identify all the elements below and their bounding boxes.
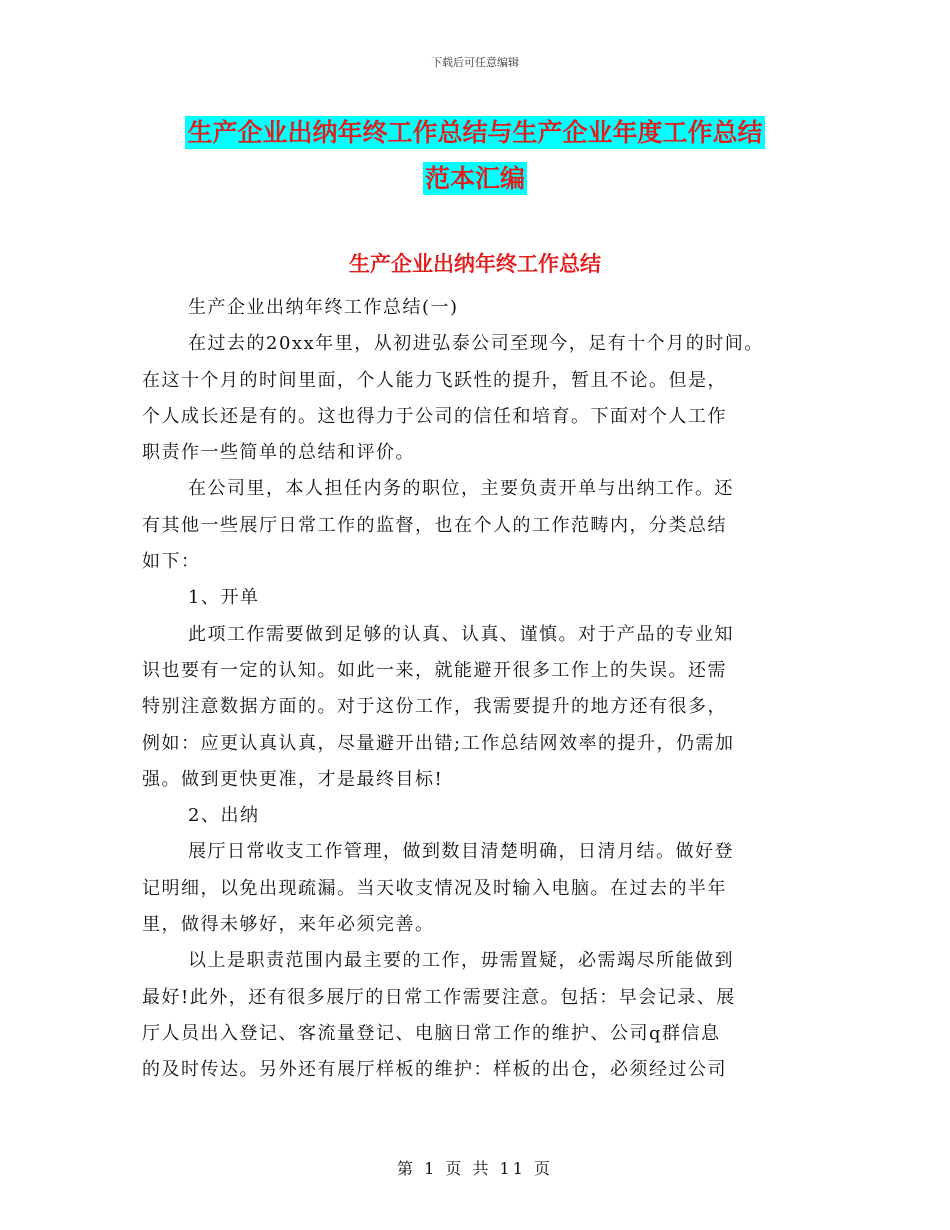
paragraph-line: 的及时传达。另外还有展厅样板的维护：样板的出仓，必须经过公司 <box>142 1059 727 1081</box>
section-heading: 生产企业出纳年终工作总结 <box>349 252 601 276</box>
title-line-2: 范本汇编 <box>424 164 525 193</box>
paragraph-line: 特别注意数据方面的。对于这份工作，我需要提升的地方还有很多， <box>142 696 727 718</box>
paragraph-line: 在这十个月的时间里面，个人能力飞跃性的提升，暂且不论。但是， <box>142 369 727 391</box>
paragraph-line: 识也要有一定的认知。如此一来，就能避开很多工作上的失误。还需 <box>142 659 727 681</box>
paragraph-line: 此项工作需要做到足够的认真、认真、谨慎。对于产品的专业知 <box>188 623 734 645</box>
paragraph-line: 里，做得未够好，来年必须完善。 <box>142 914 435 936</box>
paragraph-line: 职责作一些简单的总结和评价。 <box>142 442 415 464</box>
page-footer: 第 1 页 共 11 页 <box>397 1159 553 1178</box>
paragraph-line: 展厅日常收支工作管理，做到数目清楚明确，日清月结。做好登 <box>188 841 734 863</box>
list-heading-cashier: 2、出纳 <box>188 805 260 827</box>
paragraph-line: 在公司里，本人担任内务的职位，主要负责开单与出纳工作。还 <box>188 478 734 500</box>
paragraph-line: 个人成长还是有的。这也得力于公司的信任和培育。下面对个人工作 <box>142 405 727 427</box>
title-line-1: 生产企业出纳年终工作总结与生产企业年度工作总结 <box>187 118 763 147</box>
paragraph-line: 强。做到更快更准，才是最终目标! <box>142 768 444 790</box>
list-heading-billing: 1、开单 <box>188 587 260 609</box>
paragraph-line: 最好!此外，还有很多展厅的日常工作需要注意。包括：早会记录、展 <box>142 986 736 1008</box>
header-note: 下载后可任意编辑 <box>431 56 519 69</box>
body-text <box>142 290 822 1089</box>
paragraph-line: 在过去的20xx年里，从初进弘泰公司至现今，足有十个月的时间。 <box>188 333 764 355</box>
paragraph-line: 有其他一些展厅日常工作的监督，也在个人的工作范畴内，分类总结 <box>142 514 727 536</box>
paragraph-line: 厅人员出入登记、客流量登记、电脑日常工作的维护、公司q群信息 <box>142 1022 721 1044</box>
subheading-part-1: 生产企业出纳年终工作总结(一) <box>188 297 459 318</box>
paragraph-line: 以上是职责范围内最主要的工作，毋需置疑，必需竭尽所能做到 <box>188 950 734 972</box>
document-title <box>0 110 950 202</box>
paragraph-line: 记明细，以免出现疏漏。当天收支情况及时输入电脑。在过去的半年 <box>142 877 727 899</box>
paragraph-line: 例如：应更认真认真，尽量避开出错;工作总结网效率的提升，仍需加 <box>142 732 735 754</box>
paragraph-line: 如下： <box>142 551 201 573</box>
